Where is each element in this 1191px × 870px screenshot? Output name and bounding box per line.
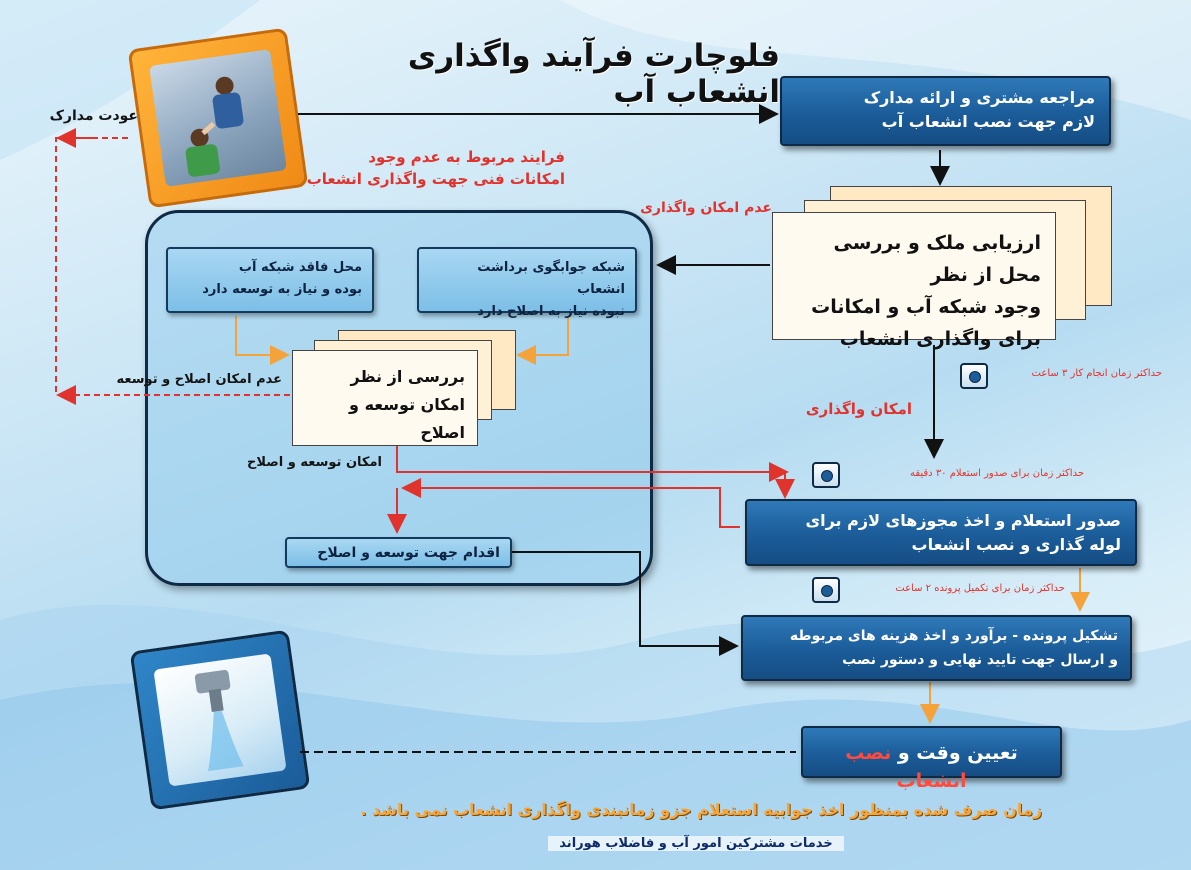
poster-title: فلوچارت فرآیند واگذاری انشعاب آب [407,38,780,110]
step2-line3: برای واگذاری انشعاب [839,328,1041,350]
time-note-1: حداکثر زمان انجام کار ۳ ساعت [1031,368,1162,379]
step4-line2: و ارسال جهت تایید نهایی و دستور نصب [842,652,1118,668]
clock-icon-3 [812,577,840,603]
step2-box [772,212,1056,350]
clock-icon-1 [960,363,988,389]
step1-box [780,76,1111,146]
time-note-2: حداکثر زمان برای صدور استعلام ۳۰ دقیقه [909,468,1084,479]
panel-review-line2: امکان توسعه و اصلاح [349,395,465,442]
panel-network-box [417,247,637,319]
panel-review-line1: بررسی از نظر [350,367,465,386]
no-repair-label: عدم امکان اصلاح و توسعه [116,372,282,387]
step4-box [741,615,1132,681]
footer-credit: خدمات مشترکین امور آب و فاضلاب هوراند [548,836,844,851]
panel-action-label: اقدام جهت توسعه و اصلاح [317,545,500,561]
step4-line1: تشکیل پرونده - برآورد و اخذ هزینه های مربوطه [789,628,1118,644]
step5-text: تعیین وقت و [891,742,1018,764]
step1-line1: مراجعه مشتری و ارائه مدارک [863,88,1095,107]
panel-network-line2: نبوده نیاز به اصلاح دارد [477,304,625,319]
step5-box [801,726,1062,792]
step3-line1: صدور استعلام و اخذ مجوزهای لازم برای [805,511,1121,530]
panel-nonetwork-box [166,247,374,313]
not-possible-label: عدم امکان واگذاری [640,200,772,216]
step1-line2: لازم جهت نصب انشعاب آب [881,112,1095,131]
process-title-line2: امکانات فنی جهت واگذاری انشعاب [306,170,565,188]
panel-network-line1: شبکه جوابگوی برداشت انشعاب [477,260,625,297]
time-note-3: حداکثر زمان برای تکمیل پرونده ۲ ساعت [895,583,1065,594]
possible-label: امکان واگذاری [805,400,912,418]
repair-possible-label: امکان توسعه و اصلاح [247,455,382,470]
clock-icon-2 [812,462,840,488]
step3-line2: لوله گذاری و نصب انشعاب [911,535,1121,554]
step3-box [745,499,1137,566]
process-title-line1: فرایند مربوط به عدم وجود [368,148,565,166]
step2-line1: ارزیابی ملک و بررسی محل از نظر [833,232,1041,286]
process-title [290,146,565,190]
footer-note: زمان صرف شده بمنظور اخذ جوابیه استعلام جزو زمانبندی واگذاری انشعاب نمی باشد . [360,800,1042,819]
panel-nonetwork-line1: محل فاقد شبکه آب [238,260,362,275]
panel-action-box [285,537,512,568]
panel-review-box [292,350,478,446]
step2-line2: وجود شبکه آب و امکانات [811,296,1041,318]
return-docs-label: عودت مدارک [49,108,138,124]
step5-highlight: نصب انشعاب [845,742,967,792]
panel-nonetwork-line2: بوده و نیاز به توسعه دارد [202,282,362,297]
